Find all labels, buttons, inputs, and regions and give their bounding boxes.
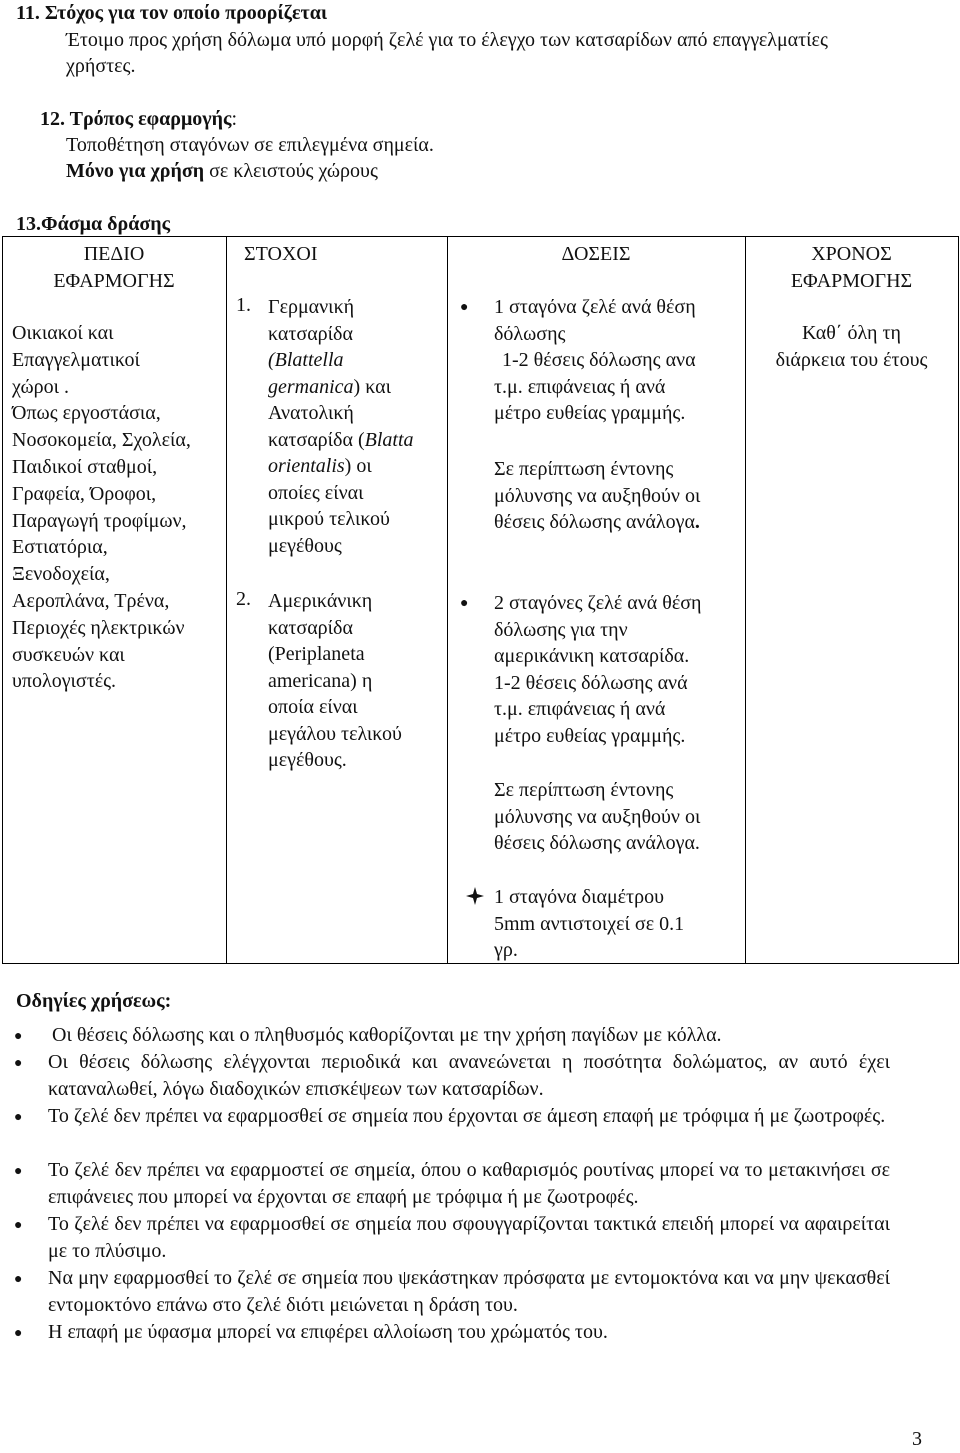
dose-3-text: 1 σταγόνα διαμέτρου 5mm αντιστοιχεί σε 0.1 γρ. xyxy=(494,886,685,961)
target-1-number: 1. xyxy=(236,294,251,316)
section-11-text-cont: χρήστες. xyxy=(66,55,136,77)
dose-1-text: 1 σταγόνα ζελέ ανά θέση δόλωσης 1-2 θέσεις δόλωσης ανα τ.μ. επιφάνειας ή ανά μέτρο ευθείας γραμμής. xyxy=(494,296,696,424)
diamond-bullet-icon xyxy=(465,886,485,912)
dose-1-contamination: Σε περίπτωση έντονης μόλυνσης να αυξηθούν οι θέσεις δόλωσης ανάλογα. xyxy=(494,458,701,533)
target-2-number: 2. xyxy=(236,588,251,610)
bullet-icon: ● xyxy=(14,1272,23,1287)
instructions-heading: Οδηγίες χρήσεως: xyxy=(16,990,172,1012)
bullet-icon: ● xyxy=(460,300,469,315)
header-field: ΠΕΔΙΟ ΕΦΑΡΜΟΓΗΣ xyxy=(53,243,175,292)
bullet-icon: ● xyxy=(14,1110,23,1125)
dose-2-text: 2 σταγόνες ζελέ ανά θέση δόλωσης για την αμερικάνικη κατσαρίδα. 1-2 θέσεις δόλωσης ανά τ.μ. επιφάνειας ή ανά μέτρο ευθείας γραμμής. xyxy=(494,592,702,747)
header-targets: ΣΤΟΧΟΙ xyxy=(244,243,318,265)
section-11-text: Έτοιμο προς χρήση δόλωμα υπό μορφή ζελέ για το έλεγχο των κατσαρίδων από επαγγελματίες xyxy=(66,29,828,51)
bullet-icon: ● xyxy=(14,1056,23,1071)
instruction-item: Η επαφή με ύφασμα μπορεί να επιφέρει αλλοίωση του χρώματός του. xyxy=(48,1321,608,1343)
dose-2-contamination: Σε περίπτωση έντονης μόλυνσης να αυξηθούν οι θέσεις δόλωσης ανάλογα. xyxy=(494,779,701,854)
section-11-heading: 11. Στόχος για τον οποίο προορίζεται xyxy=(16,2,328,24)
section-13-heading: 13.Φάσμα δράσης xyxy=(16,213,171,235)
header-doses: ΔΟΣΕΙΣ xyxy=(561,243,631,265)
instruction-item: Οι θέσεις δόλωσης ελέγχονται περιοδικά και ανανεώνεται η ποσότητα δολώματος, αν αυτό έχει καταναλωθεί, λόγω διαδοχικών επισκέψεων των κατσαρίδων. xyxy=(48,1051,890,1100)
section-12-line2: Μόνο για χρήση σε κλειστούς χώρους xyxy=(66,160,378,182)
bullet-icon: ● xyxy=(14,1029,23,1044)
bullet-icon: ● xyxy=(460,596,469,611)
bullet-icon: ● xyxy=(14,1218,23,1233)
bullet-icon: ● xyxy=(14,1326,23,1341)
target-1-text: Γερμανική κατσαρίδα (Blattella germanica) και Ανατολική κατσαρίδα (Blatta orientalis) οι οποίες είναι μικρού τελικού μεγέθους xyxy=(268,296,414,557)
instruction-item: Το ζελέ δεν πρέπει να εφαρμοσθεί σε σημεία που έρχονται σε άμεση επαφή με τρόφιμα ή με ζωοτροφές. xyxy=(48,1105,886,1127)
target-2-text: Αμερικάνικη κατσαρίδα (Periplaneta americana) η οποία είναι μεγάλου τελικού μεγέθους. xyxy=(268,590,402,771)
instruction-item: Το ζελέ δεν πρέπει να εφαρμοστεί σε σημεία, όπου ο καθαρισμός ρουτίνας μπορεί να το μετακινήσει σε επιφάνειες που μπορεί να έρχονται σε επαφή με τρόφιμα ή με ζωοτροφές. xyxy=(48,1159,890,1208)
instruction-item: Να μην εφαρμοσθεί το ζελέ σε σημεία που ψεκάστηκαν πρόσφατα με εντομοκτόνα και να μην ψεκασθεί εντομοκτόνο επάνω στο ζελέ διότι μειώνεται η δράση του. xyxy=(48,1267,890,1316)
header-time: ΧΡΟΝΟΣ ΕΦΑΡΜΟΓΗΣ xyxy=(790,243,913,292)
page-number: 3 xyxy=(912,1428,922,1450)
time-cell: Καθ΄ όλη τη διάρκεια του έτους xyxy=(775,322,928,371)
field-cell: Οικιακοί και Επαγγελματικοί χώροι . Όπως εργοστάσια, Νοσοκομεία, Σχολεία, Παιδικοί σταθμοί, Γραφεία, Όροφοι, Παραγωγή τροφίμων, Εστιατόρια, Ξενοδοχεία, Αεροπλάνα, Τρένα, Περιοχές ηλεκτρικών συσκευών και υπολογιστές. xyxy=(12,322,191,693)
section-12-heading: 12. Τρόπος εφαρμογής: xyxy=(40,108,238,130)
instruction-item: Οι θέσεις δόλωσης και ο πληθυσμός καθορίζονται με την χρήση παγίδων με κόλλα. xyxy=(52,1024,722,1046)
bullet-icon: ● xyxy=(14,1164,23,1179)
instruction-item: Το ζελέ δεν πρέπει να εφαρμοσθεί σε σημεία που σφουγγαρίζονται τακτικά επειδή μπορεί να αφαιρείται με το πλύσιμο. xyxy=(48,1213,890,1262)
section-12-line1: Τοποθέτηση σταγόνων σε επιλεγμένα σημεία. xyxy=(66,134,434,156)
